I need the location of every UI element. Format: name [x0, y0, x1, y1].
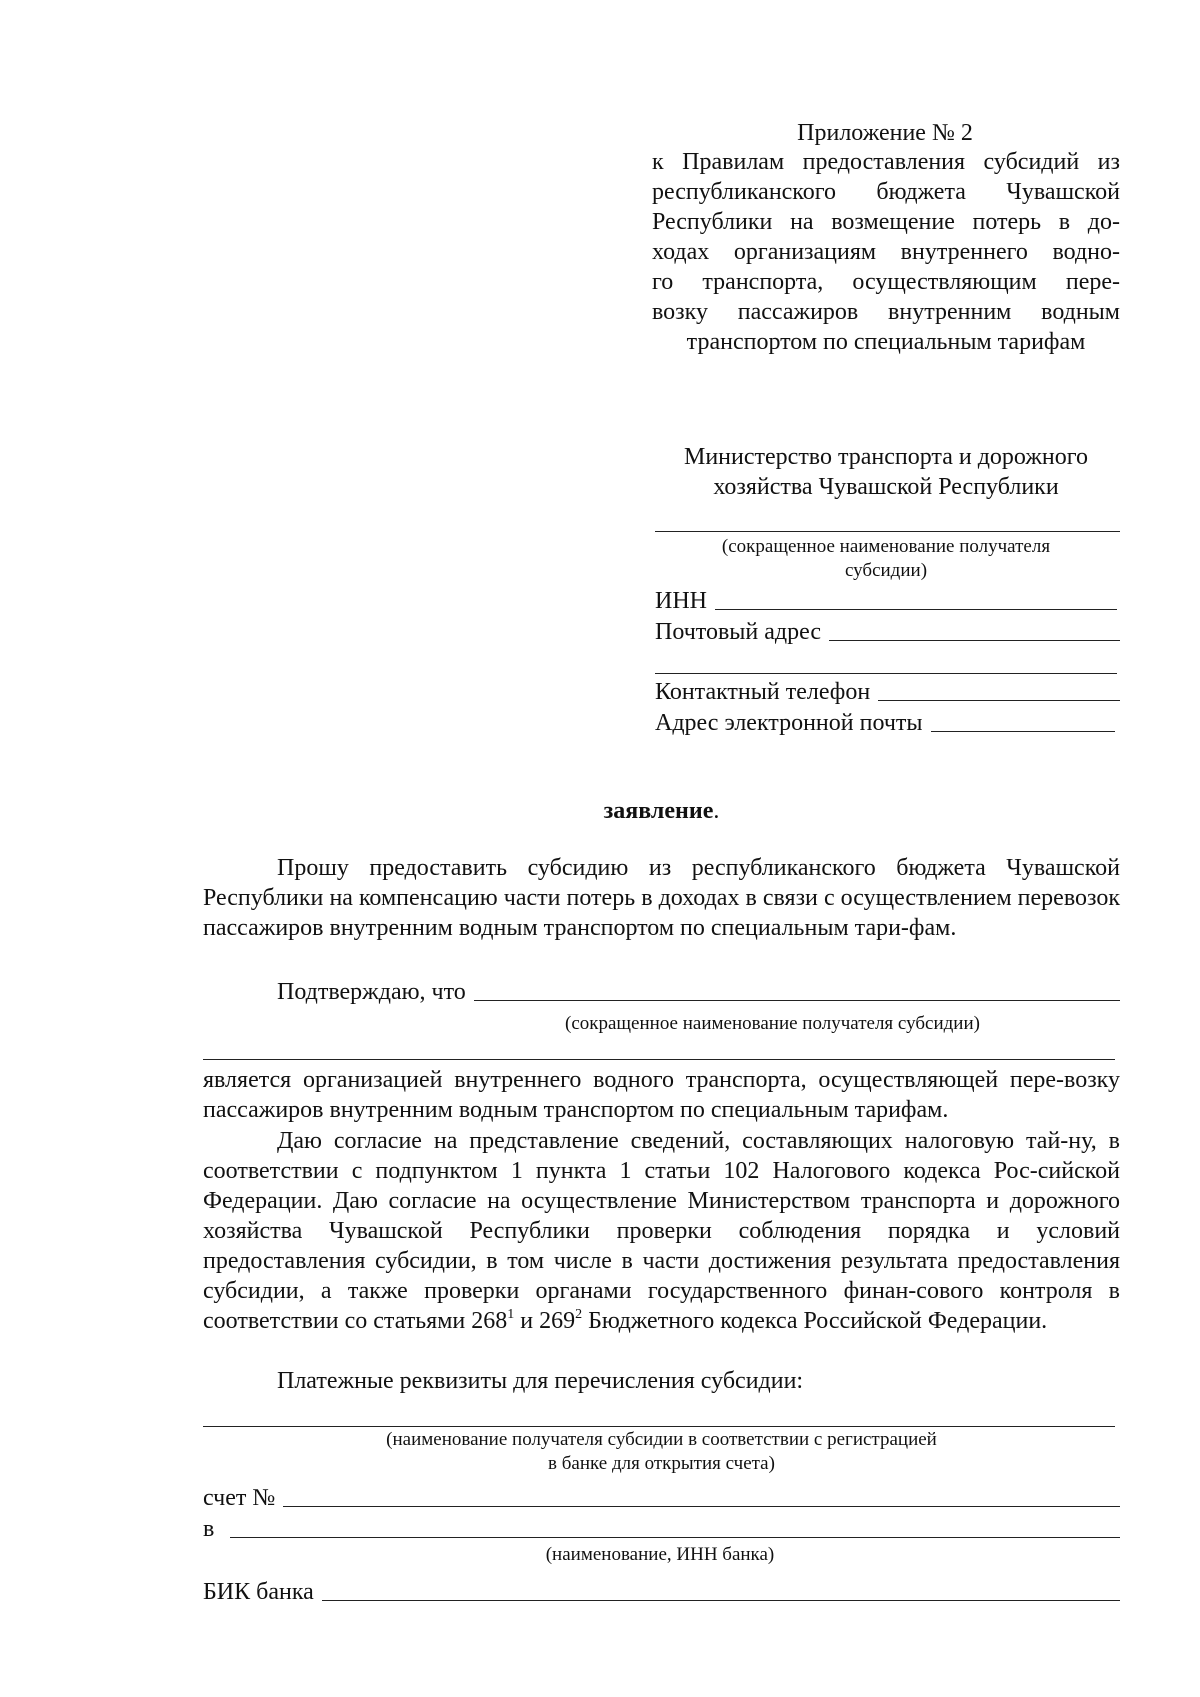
recipient-name-line[interactable] [655, 531, 1120, 532]
document-heading [203, 796, 1120, 826]
superscript: 2 [575, 1307, 583, 1322]
phone-label: Контактный телефон [655, 679, 871, 705]
hint-line: в банке для открытия счета) [548, 1453, 775, 1474]
addressee-line: Министерство транспорта и дорожного [684, 444, 1088, 470]
appendix-text [652, 147, 1120, 357]
phone-field[interactable] [655, 677, 1120, 707]
bank-hint: (наименование, ИНН банка) [545, 1544, 775, 1565]
hint-line: субсидии) [844, 560, 928, 581]
appendix-line: к Правилам предоставления субсидий из [652, 149, 1120, 175]
recipient-name-hint [652, 535, 1120, 583]
email-field[interactable] [655, 708, 1115, 738]
appendix-line: возку пассажиров внутренним водным [652, 299, 1120, 325]
bank-name-input-line[interactable] [230, 1537, 1120, 1538]
bank-name-field[interactable] [203, 1514, 1120, 1544]
heading-dot: . [713, 798, 720, 824]
confirm-input-line[interactable] [474, 1000, 1120, 1001]
account-input-line[interactable] [283, 1506, 1120, 1507]
bik-label: БИК банка [203, 1579, 314, 1605]
appendix-line: республиканского бюджета Чувашской [652, 179, 1120, 205]
payment-label: Платежные реквизиты для перечисления субсидии: [277, 1368, 804, 1394]
request-paragraph: Прошу предоставить субсидию из республиканского бюджета Чувашской Республики на компенсацию части потерь в доходах в связи с осуществлением перевозок пассажиров внутренним водным транспортом по специальным тари-фам. [203, 855, 1120, 941]
postal-address-field[interactable] [655, 617, 1120, 647]
inn-label: ИНН [655, 588, 707, 614]
appendix-line: Республики на возмещение потерь в до- [652, 209, 1120, 235]
bik-input-line[interactable] [322, 1600, 1120, 1601]
superscript: 1 [507, 1307, 515, 1322]
account-label: счет № [203, 1485, 276, 1511]
postal-input-line[interactable] [829, 640, 1120, 641]
hint-line: (сокращенное наименование получателя [721, 536, 1051, 557]
account-field[interactable] [203, 1483, 1120, 1513]
inn-input-line[interactable] [715, 609, 1117, 610]
organization-paragraph: является организацией внутреннего водного транспорта, осуществляющей пере-возку пассажиров внутренним водным транспортом по специальным тарифам. [203, 1067, 1120, 1123]
postal-address-line-2[interactable] [655, 673, 1117, 674]
addressee-line: хозяйства Чувашской Республики [713, 474, 1059, 500]
confirm-hint: (сокращенное наименование получателя субсидии) [565, 1013, 980, 1034]
consent-text: Бюджетного кодекса Российской Федерации. [582, 1308, 1048, 1334]
confirm-label: Подтверждаю, что [277, 979, 466, 1005]
bank-recipient-hint [203, 1428, 1120, 1476]
bik-field[interactable] [203, 1577, 1120, 1607]
appendix-line: го транспорта, осуществляющим пере- [652, 269, 1120, 295]
appendix-title: Приложение № 2 [797, 120, 973, 146]
consent-text: Даю согласие на представление сведений, составляющих налоговую тай-ну, в соответствии с подпунктом 1 пункта 1 статьи 102 Налогового кодекса Рос-сийской Федерации. Даю согласие на осуществление Министерством транспорта и дорожного хозяйства Чувашской Республики проверки соблюдения порядка и условий предоставления субсидии, в том числе в части достижения результата предоставления субсидии, а также проверки органами государственного финан-сового контроля в соответствии со статьями 268 [203, 1128, 1120, 1334]
addressee [652, 442, 1120, 502]
appendix-line: ходах организациям внутреннего водно- [652, 239, 1120, 265]
consent-text: и 269 [514, 1308, 576, 1334]
consent-paragraph [203, 1126, 1120, 1336]
confirm-line-2[interactable] [203, 1059, 1115, 1060]
inn-field[interactable] [655, 586, 1117, 616]
email-input-line[interactable] [931, 731, 1115, 732]
phone-input-line[interactable] [878, 700, 1120, 701]
heading-word: заявление [603, 798, 714, 824]
email-label: Адрес электронной почты [655, 710, 923, 736]
confirm-field[interactable] [277, 977, 1120, 1007]
postal-label: Почтовый адрес [655, 619, 822, 645]
hint-line: (наименование получателя субсидии в соответствии с регистрацией [386, 1429, 937, 1450]
bank-recipient-line[interactable] [203, 1426, 1115, 1427]
in-label: в [203, 1516, 215, 1542]
appendix-line: транспортом по специальным тарифам [686, 329, 1086, 355]
